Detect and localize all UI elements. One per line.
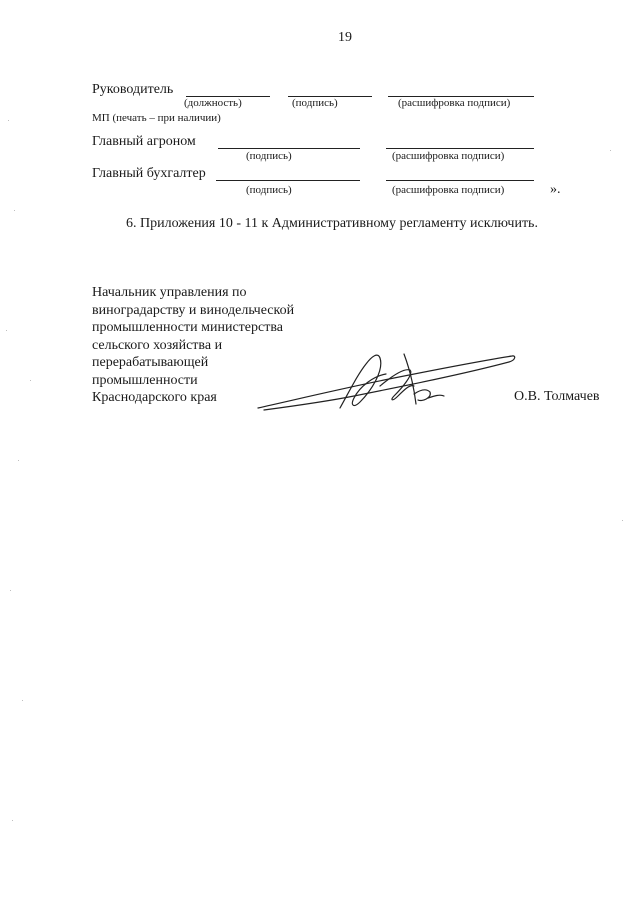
accountant-transcript-caption: (расшифровка подписи) <box>392 184 505 196</box>
clause-6: 6. Приложения 10 - 11 к Административному регламенту исключить. <box>126 216 538 231</box>
official-title-line: промышленности <box>92 372 198 388</box>
page-number: 19 <box>338 30 352 45</box>
official-title-line: перерабатывающей <box>92 355 209 370</box>
accountant-signature-caption: (подпись) <box>246 184 292 196</box>
agronomist-transcript-caption: (расшифровка подписи) <box>392 150 505 162</box>
agronomist-signature-caption: (подпись) <box>246 150 292 162</box>
position-caption: (должность) <box>184 97 242 109</box>
accountant-signature-line <box>216 180 360 181</box>
official-title-line: Краснодарского края <box>92 390 217 405</box>
agronomist-transcript-line <box>386 148 534 149</box>
head-transcript-caption: (расшифровка подписи) <box>398 97 511 109</box>
stamp-note: МП (печать – при наличии) <box>92 112 221 124</box>
official-title-line: Начальник управления по <box>92 285 247 300</box>
agronomist-signature-line <box>218 148 360 149</box>
agronomist-label: Главный агроном <box>92 134 196 149</box>
accountant-transcript-line <box>386 180 534 181</box>
official-name: О.В. Толмачев <box>514 389 600 404</box>
accountant-label: Главный бухгалтер <box>92 166 206 181</box>
official-title-line: сельского хозяйства и <box>92 337 223 353</box>
handwritten-signature <box>254 340 524 420</box>
head-signature-caption: (подпись) <box>292 97 338 109</box>
closing-quote: ». <box>550 182 561 197</box>
head-label: Руководитель <box>92 82 174 97</box>
official-title-line: промышленности министерства <box>92 320 283 335</box>
official-title-line: виноградарству и винодельческой <box>92 302 295 318</box>
